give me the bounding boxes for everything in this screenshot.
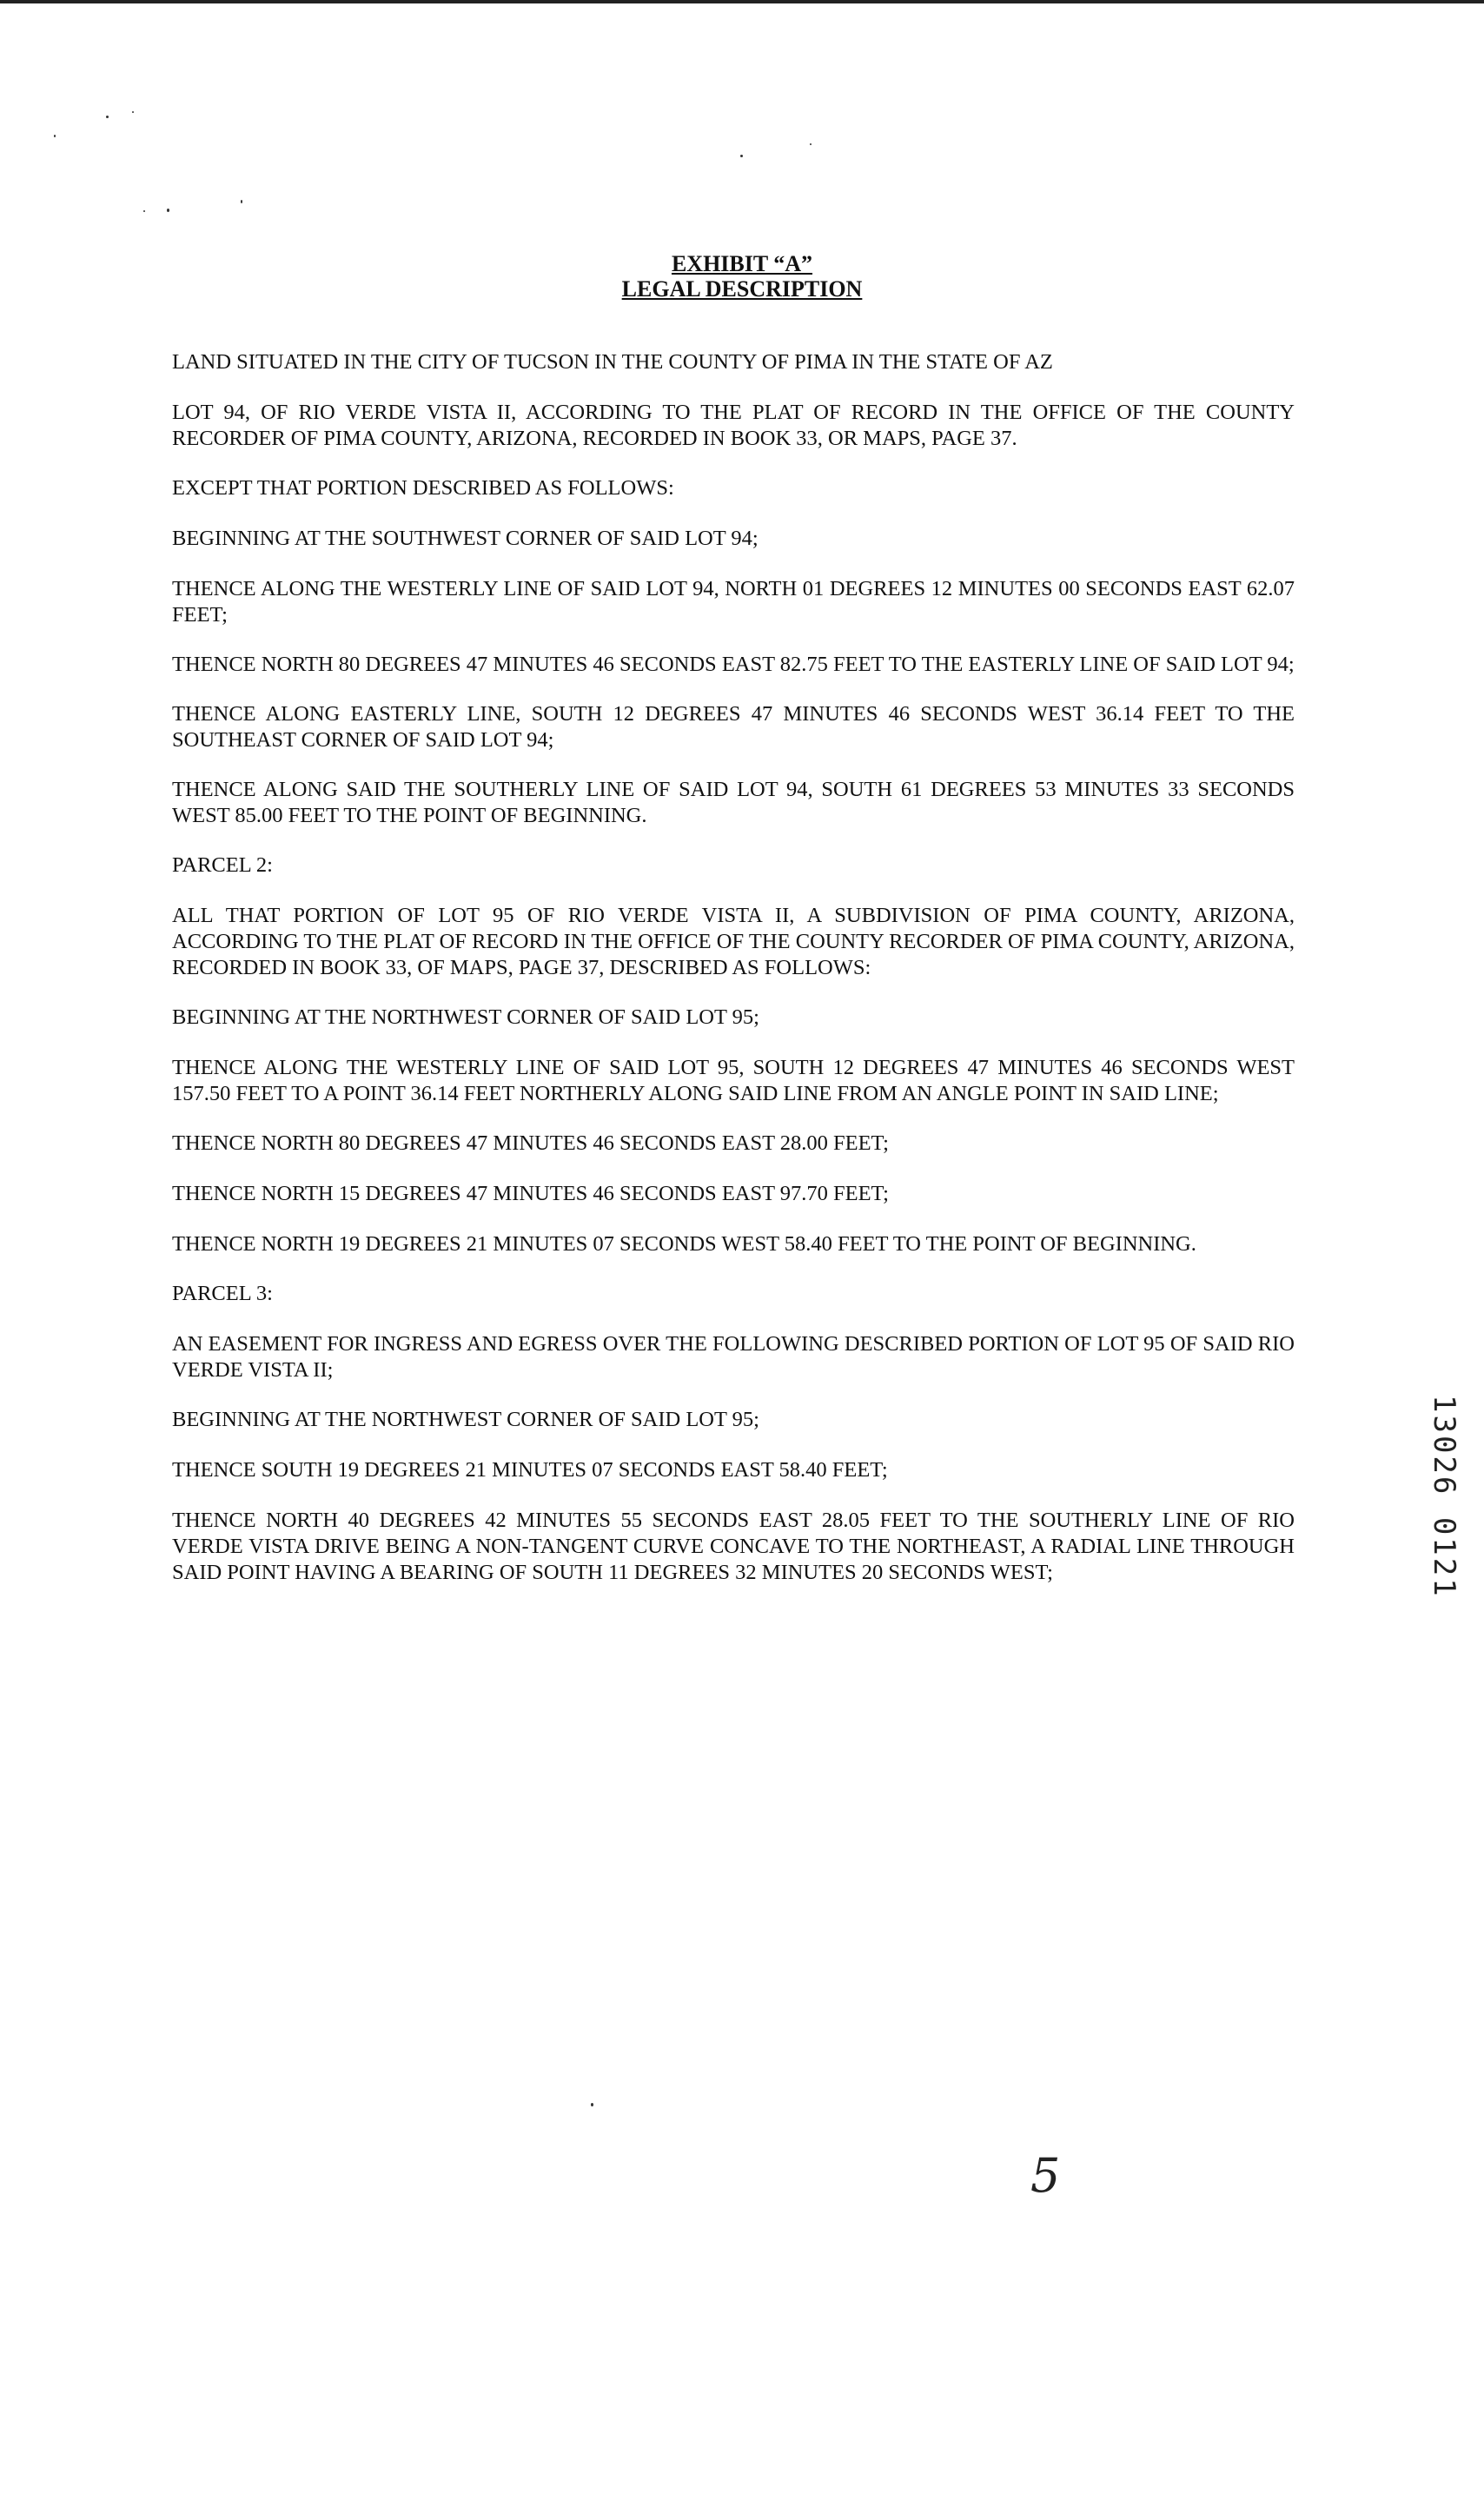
parcel-2-heading: PARCEL 2: [172, 853, 273, 877]
paragraph-course-2: THENCE NORTH 80 DEGREES 47 MINUTES 46 SECONDS EAST 82.75 FEET TO THE EASTERLY LINE OF SAID LOT 94; [172, 653, 1295, 676]
scan-speck [591, 2103, 593, 2106]
scan-speck [54, 135, 56, 137]
paragraph-course-6: THENCE NORTH 80 DEGREES 47 MINUTES 46 SECONDS EAST 28.00 FEET; [172, 1131, 889, 1155]
paragraph-beginning-nw-95-b: BEGINNING AT THE NORTHWEST CORNER OF SAID LOT 95; [172, 1408, 759, 1431]
handwritten-page-number: 5 [1030, 2148, 1061, 2203]
scan-speck [740, 155, 743, 157]
paragraph-course-1: THENCE ALONG THE WESTERLY LINE OF SAID LOT 94, NORTH 01 DEGREES 12 MINUTES 00 SECONDS EAST 62.07 FEET; [172, 577, 1295, 627]
legal-description-body [172, 349, 1295, 1609]
paragraph-beginning-nw-95: BEGINNING AT THE NORTHWEST CORNER OF SAID LOT 95; [172, 1005, 759, 1029]
parcel-3-heading: PARCEL 3: [172, 1282, 273, 1305]
scan-speck [143, 210, 145, 212]
scan-top-edge [0, 0, 1484, 3]
exhibit-title: EXHIBIT “A” [671, 251, 813, 276]
scan-speck [241, 200, 242, 203]
scan-speck [132, 111, 134, 113]
paragraph-parcel-3: AN EASEMENT FOR INGRESS AND EGRESS OVER THE FOLLOWING DESCRIBED PORTION OF LOT 95 OF SAID RIO VERDE VISTA II; [172, 1332, 1295, 1382]
paragraph-course-8: THENCE NORTH 19 DEGREES 21 MINUTES 07 SECONDS WEST 58.40 FEET TO THE POINT OF BEGINNING. [172, 1232, 1196, 1256]
paragraph-course-4: THENCE ALONG SAID THE SOUTHERLY LINE OF SAID LOT 94, SOUTH 61 DEGREES 53 MINUTES 33 SECONDS WEST 85.00 FEET TO THE POINT OF BEGINNING. [172, 778, 1295, 827]
scan-speck [167, 209, 169, 212]
paragraph-course-3: THENCE ALONG EASTERLY LINE, SOUTH 12 DEGREES 47 MINUTES 46 SECONDS WEST 36.14 FEET TO THE SOUTHEAST CORNER OF SAID LOT 94; [172, 702, 1295, 752]
paragraph-beginning-sw: BEGINNING AT THE SOUTHWEST CORNER OF SAID LOT 94; [172, 527, 759, 550]
paragraph-course-9: THENCE SOUTH 19 DEGREES 21 MINUTES 07 SECONDS EAST 58.40 FEET; [172, 1458, 888, 1482]
recording-stamp-number: 13026 0121 [1427, 1395, 1461, 1599]
scan-speck [106, 116, 109, 118]
paragraph-course-5: THENCE ALONG THE WESTERLY LINE OF SAID LOT 95, SOUTH 12 DEGREES 47 MINUTES 46 SECONDS WEST 157.50 FEET TO A POINT 36.14 FEET NORTHERLY ALONG SAID LINE FROM AN ANGLE POINT IN SAID LINE; [172, 1056, 1295, 1105]
paragraph-lot-94: LOT 94, OF RIO VERDE VISTA II, ACCORDING TO THE PLAT OF RECORD IN THE OFFICE OF THE COUNTY RECORDER OF PIMA COUNTY, ARIZONA, RECORDED IN BOOK 33, OR MAPS, PAGE 37. [172, 401, 1295, 450]
paragraph-course-10: THENCE NORTH 40 DEGREES 42 MINUTES 55 SECONDS EAST 28.05 FEET TO THE SOUTHERLY LINE OF RIO VERDE VISTA DRIVE BEING A NON-TANGENT CURVE CONCAVE TO THE NORTHEAST, A RADIAL LINE THROUGH SAID POINT HAVING A BEARING OF SOUTH 11 DEGREES 32 MINUTES 20 SECONDS WEST; [172, 1509, 1295, 1584]
paragraph-course-7: THENCE NORTH 15 DEGREES 47 MINUTES 46 SECONDS EAST 97.70 FEET; [172, 1182, 889, 1205]
legal-description-title: LEGAL DESCRIPTION [621, 276, 863, 302]
paragraph-parcel-2: ALL THAT PORTION OF LOT 95 OF RIO VERDE VISTA II, A SUBDIVISION OF PIMA COUNTY, ARIZONA, ACCORDING TO THE PLAT OF RECORD IN THE OFFICE OF THE COUNTY RECORDER OF PIMA COUNTY, ARIZONA, RECORDED IN BOOK 33, OF MAPS, PAGE 37, DESCRIBED AS FOLLOWS: [172, 904, 1295, 979]
scan-speck [810, 143, 812, 145]
paragraph-except: EXCEPT THAT PORTION DESCRIBED AS FOLLOWS: [172, 476, 674, 500]
paragraph-land-situated: LAND SITUATED IN THE CITY OF TUCSON IN THE COUNTY OF PIMA IN THE STATE OF AZ [172, 350, 1053, 374]
